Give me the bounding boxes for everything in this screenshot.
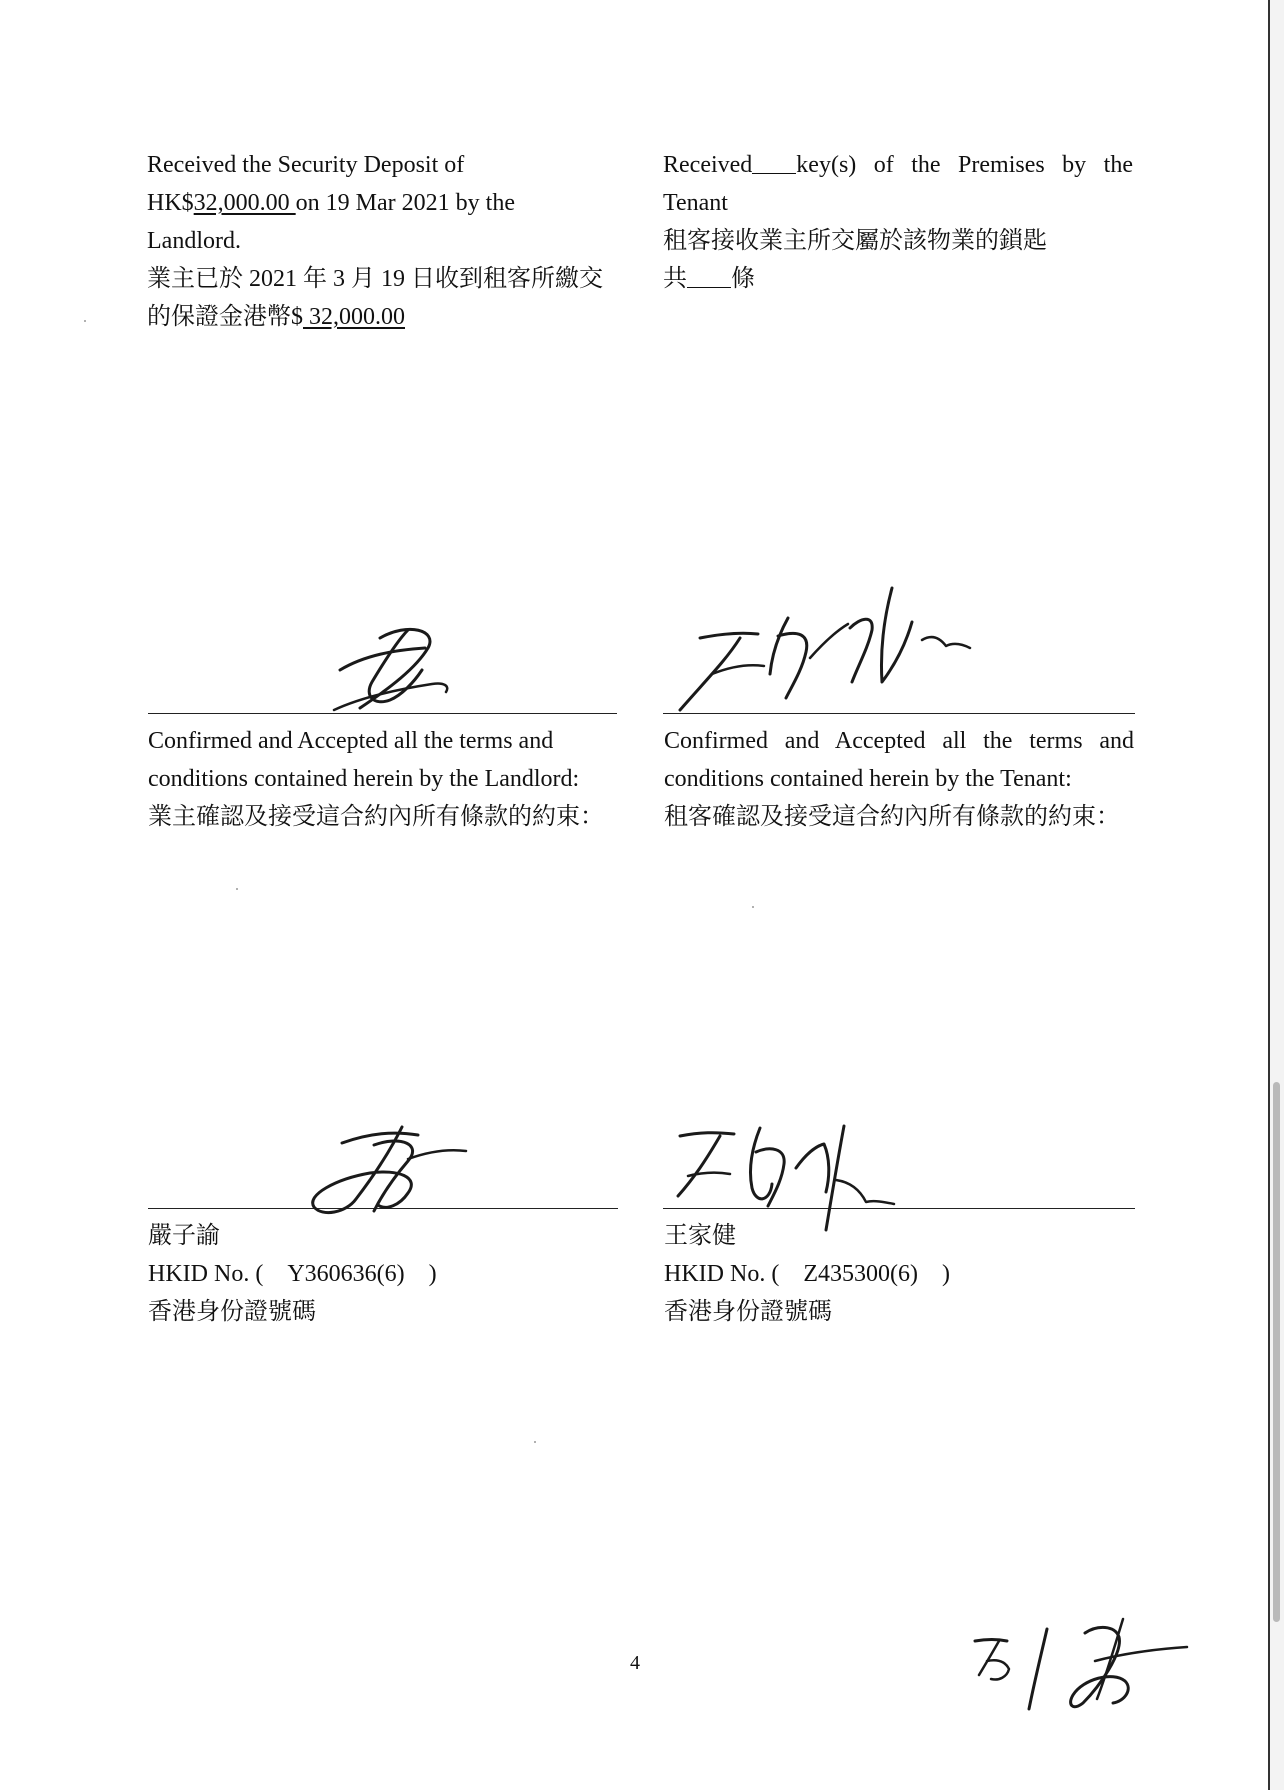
tenant-confirmation: [664, 722, 1134, 836]
deposit-line-1: Received the Security Deposit of: [147, 152, 465, 178]
scan-speck: [236, 888, 238, 890]
landlord-signature-2: [290, 1115, 480, 1225]
deposit-line-3: Landlord.: [147, 228, 241, 254]
landlord-confirm-line-1: Confirmed and Accepted all the terms and: [148, 728, 554, 754]
deposit-line-2: HK$32,000.00 on 19 Mar 2021 by the: [147, 190, 515, 216]
keys-receipt: [663, 146, 1133, 298]
landlord-name: 嚴子諭: [148, 1223, 220, 1249]
scan-speck: [534, 1441, 536, 1443]
tenant-hkid-number: Z435300(6): [803, 1261, 918, 1287]
keys-line-1: Received key(s) of the Premises by the: [663, 146, 1133, 184]
tenant-confirm-line-1: Confirmed and Accepted all the terms and: [664, 728, 1134, 754]
deposit-zh-amount: 32,000.00: [303, 304, 405, 330]
landlord-hkid: HKID No. ( Y360636(6) ): [148, 1261, 437, 1287]
scan-speck: [84, 320, 86, 322]
tenant-confirm-line-2: conditions contained herein by the Tenant:: [664, 766, 1072, 792]
tenant-id: [664, 1217, 1134, 1331]
tenant-hkid-zh: 香港身份證號碼: [664, 1299, 832, 1325]
initials-signature: [965, 1615, 1225, 1725]
landlord-confirm-line-2: conditions contained herein by the Landlord:: [148, 766, 580, 792]
deposit-zh-line-2: 的保證金港幣$ 32,000.00: [147, 304, 405, 330]
tenant-hkid: HKID No. ( Z435300(6) ): [664, 1261, 950, 1287]
landlord-confirmation: [148, 722, 618, 836]
landlord-hkid-zh: 香港身份證號碼: [148, 1299, 316, 1325]
keys-zh-line-2: 共 條: [663, 260, 1133, 298]
landlord-signature: [320, 610, 480, 720]
landlord-id: [148, 1217, 618, 1331]
landlord-hkid-number: Y360636(6): [287, 1261, 405, 1287]
deposit-zh-line-1: 業主已於 2021 年 3 月 19 日收到租客所繳交: [147, 266, 603, 292]
keys-zh-line-1: 租客接收業主所交屬於該物業的鎖匙: [663, 228, 1047, 254]
tenant-signature: [660, 578, 1000, 728]
deposit-receipt: [147, 146, 627, 336]
landlord-confirm-zh: 業主確認及接受這合約內所有條款的約束：: [148, 804, 604, 830]
page-number: 4: [630, 1652, 640, 1674]
scrollbar-thumb[interactable]: [1273, 1082, 1280, 1622]
tenant-name: 王家健: [664, 1223, 736, 1249]
deposit-amount: 32,000.00: [193, 190, 296, 216]
keys-line-2: Tenant: [663, 190, 728, 216]
scan-speck: [752, 906, 754, 908]
tenant-confirm-zh: 租客確認及接受這合約內所有條款的約束：: [664, 804, 1120, 830]
